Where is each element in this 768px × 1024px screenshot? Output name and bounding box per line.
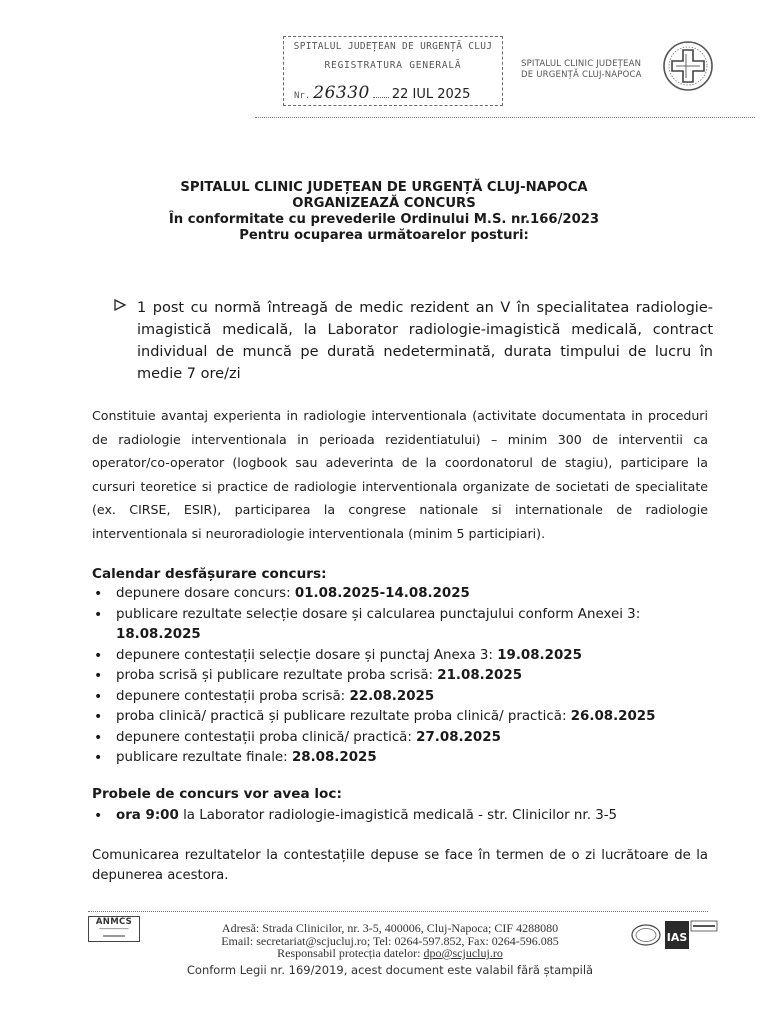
calendar-item: • depunere contestații proba scrisă: 22.08.2025 — [92, 687, 717, 708]
title-hospital: SPITALUL CLINIC JUDEȚEAN DE URGENȚĂ CLUJ-NAPOCA — [180, 180, 588, 195]
hospital-cross-logo-icon — [662, 40, 714, 92]
calendar-item: • depunere dosare concurs: 01.08.2025-14.08.2025 — [92, 584, 717, 605]
footer-address: Adresă: Strada Clinicilor, nr. 3-5, 400006, Cluj-Napoca; CIF 4288080 — [221, 921, 559, 935]
footer-dpo: Responsabil protecția datelor: dpo@scjucluj.ro — [277, 946, 503, 960]
announcement-title — [0, 180, 768, 244]
exam-location-list — [92, 806, 692, 826]
hospital-name-line2: DE URGENȚĂ CLUJ-NAPOCA — [521, 70, 642, 80]
exam-location: la Laborator radiologie-imagistică medicală - str. Clinicilor nr. 3-5 — [178, 808, 618, 823]
footer-contact — [150, 922, 630, 960]
calendar-item: • publicare rezultate finale: 28.08.2025 — [92, 748, 717, 769]
header-divider — [255, 117, 755, 118]
title-organizes: ORGANIZEAZĂ CONCURS — [292, 196, 476, 211]
calendar-item: • proba scrisă și publicare rezultate proba scrisă: 21.08.2025 — [92, 666, 717, 687]
svg-text:IAS: IAS — [666, 931, 688, 944]
stamp-dots — [373, 90, 389, 98]
stamp-date: 22 IUL 2025 — [391, 87, 471, 102]
hospital-name-line1: SPITALUL CLINIC JUDEȚEAN — [521, 59, 642, 69]
dpo-email-link[interactable]: dpo@scjucluj.ro — [423, 946, 503, 960]
footer-legal: Conform Legii nr. 169/2019, acest document este valabil fără ștampilă — [186, 963, 594, 977]
title-positions: Pentru ocuparea următoarelor posturi: — [239, 228, 529, 243]
calendar-list — [92, 584, 717, 769]
calendar-item: • publicare rezultate selecție dosare și calcularea punctajului conform Anexei 3: 18.08.2025 — [92, 605, 717, 646]
post-description — [113, 297, 713, 385]
calendar-heading: Calendar desfășurare concurs: — [92, 566, 327, 582]
exam-location-heading: Probele de concurs vor avea loc: — [92, 786, 342, 802]
calendar-item: • depunere contestații proba clinică/ practică: 27.08.2025 — [92, 728, 717, 749]
exam-time: ora 9:00 — [116, 808, 179, 823]
stamp-registry-label: REGISTRATURA GENERALĂ — [324, 60, 462, 71]
footer-contact-line: Email: secretariat@scjucluj.ro; Tel: 0264-597.852, Fax: 0264-596.085 — [221, 933, 559, 948]
hospital-name — [521, 59, 661, 81]
post-text: 1 post cu normă întreagă de medic rezident an V în specialitatea radiologie-imagistică medicală, la Laborator radiologie-imagistică medicală, contract individual de muncă pe durată nedeterminată, durata timpului de lucru în medie 7 ore/zi — [137, 300, 713, 382]
title-order: În conformitate cu prevederile Ordinului M.S. nr.166/2023 — [168, 212, 600, 227]
footer-divider — [88, 911, 708, 912]
stamp-number: 26330 — [313, 83, 370, 103]
advantage-paragraph: Constituie avantaj experienta in radiologie interventionala (activitate documentata in proceduri de radiologie interventionala in perioada rezidentiatului) – minim 300 de interventii ca operator/co-operator (logbook sau adeverinta de la coordonatorul de stagiu), participare la cursuri teoretice si practice de radiologie interventionala organizate de societati de specialitate (ex. CIRSE, ESIR), participarea la congrese nationale si internationale de radiologie interventionala si neuroradiologie interventionala (minim 5 participiari). — [92, 408, 708, 541]
stamp-hospital-name: SPITALUL JUDEȚEAN DE URGENȚĂ CLUJ — [293, 41, 493, 52]
communication-paragraph: Comunicarea rezultatelor la contestațiile depuse se face în termen de o zi lucrătoare de la depunerea acestora. — [92, 848, 708, 883]
anmcs-logo: ANMCS ──────── ══════ — [88, 916, 140, 942]
exam-location-item — [92, 806, 692, 826]
stamp-number-row — [294, 83, 494, 103]
certification-logos-icon — [630, 918, 720, 952]
calendar-item: • depunere contestații selecție dosare și punctaj Anexa 3: 19.08.2025 — [92, 646, 717, 667]
registration-stamp — [283, 36, 503, 106]
stamp-nr-label: Nr. — [294, 91, 311, 101]
calendar-item: • proba clinică/ practică și publicare rezultate proba clinică/ practică: 26.08.2025 — [92, 707, 717, 728]
